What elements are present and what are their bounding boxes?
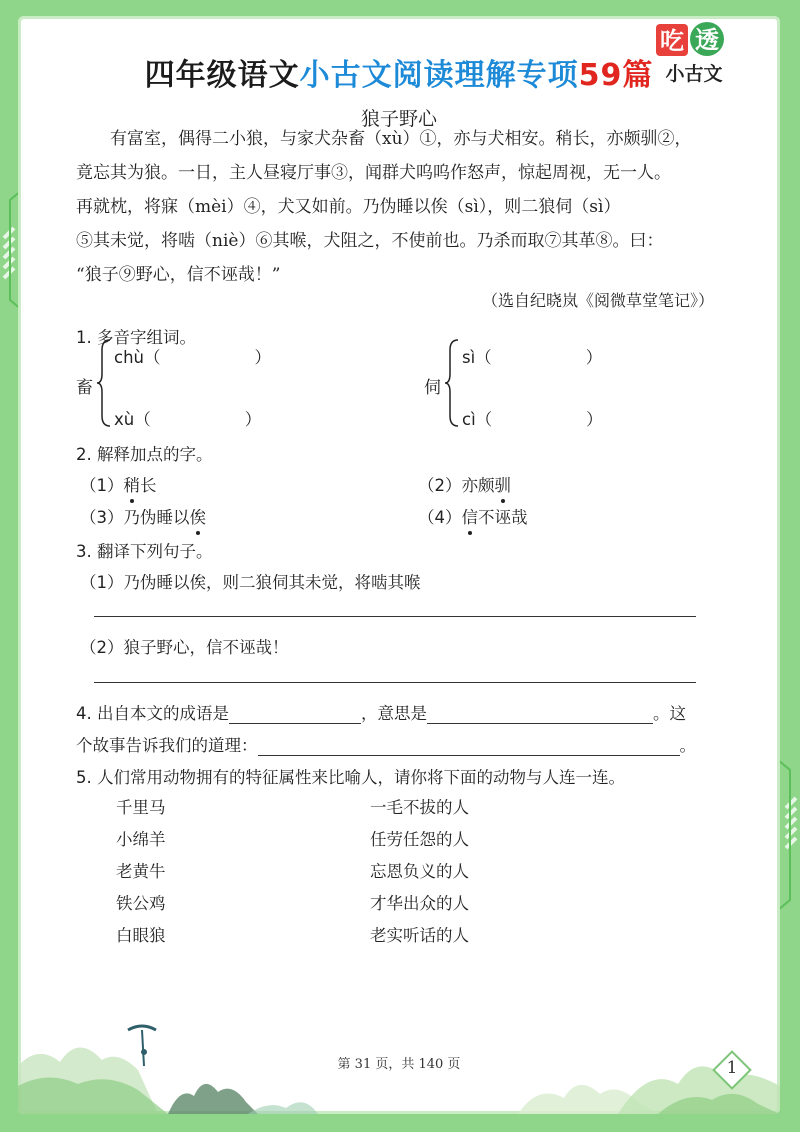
question-4-line-1: 4. 出自本文的成语是 ，意思是 。这 xyxy=(76,704,686,723)
dotted-char: 信 xyxy=(462,504,479,528)
brace-2 xyxy=(444,338,460,428)
q3-answer-line-2[interactable] xyxy=(94,682,696,683)
question-2-label: 2. 解释加点的字。 xyxy=(76,445,213,464)
question-3-label: 3. 翻译下列句子。 xyxy=(76,542,213,561)
page-number-badge xyxy=(710,1048,754,1092)
polyphone-1-reading-a: chù（ xyxy=(114,348,161,367)
animal-item[interactable]: 千里马 xyxy=(116,798,166,817)
q3-sentence-1: （1）乃伪睡以俟，则二狼伺其未觉，将啮其喉 xyxy=(80,573,421,592)
person-item[interactable]: 一毛不拔的人 xyxy=(370,798,469,817)
polyphone-2-reading-b: cì（ xyxy=(462,410,493,429)
animal-item[interactable]: 白眼狼 xyxy=(116,926,166,945)
idiom-answer-blank[interactable] xyxy=(229,705,361,724)
q2-item-4: （4）信不诬哉 xyxy=(418,504,528,528)
polyphone-char-1: 畜 xyxy=(76,378,93,398)
person-item[interactable]: 老实听话的人 xyxy=(370,926,469,945)
meaning-answer-blank[interactable] xyxy=(427,705,653,724)
question-1-label: 1. 多音字组词。 xyxy=(76,328,196,347)
page-title xyxy=(18,50,780,94)
q2-item-1: （1）稍长 xyxy=(80,472,157,496)
q3-sentence-2: （2）狼子野心，信不诬哉！ xyxy=(80,638,289,657)
dotted-char: 稍 xyxy=(124,472,141,496)
animal-item[interactable]: 铁公鸡 xyxy=(116,894,166,913)
polyphone-2-reading-a: sì（ xyxy=(462,348,492,367)
polyphone-1-answer-a[interactable]: ） xyxy=(254,348,271,367)
page-number: 1 xyxy=(726,1058,738,1078)
person-item[interactable]: 忘恩负义的人 xyxy=(370,862,469,881)
passage-line-4: ⑤其未觉，将啮（niè）⑥其喉，犬阻之，不使前也。乃杀而取⑦其革⑧。曰： xyxy=(76,231,664,251)
animal-item[interactable]: 老黄牛 xyxy=(116,862,166,881)
passage-title: 狼子野心 xyxy=(360,108,437,130)
passage-line-5: “狼子⑨野心，信不诬哉！” xyxy=(76,265,281,285)
polyphone-2-answer-b[interactable]: ） xyxy=(586,410,603,429)
dotted-char: 俟 xyxy=(190,504,207,528)
polyphone-1-reading-b: xù（ xyxy=(114,410,151,429)
lesson-answer-blank[interactable] xyxy=(258,737,680,756)
dotted-char: 驯 xyxy=(495,472,512,496)
brand-char-2: 透 xyxy=(695,26,719,54)
passage-line-2: 竟忘其为狼。一日，主人昼寝厅事③，闻群犬呜呜作怒声，惊起周视，无一人。 xyxy=(76,163,671,183)
person-item[interactable]: 任劳任怨的人 xyxy=(370,830,469,849)
question-5-label: 5. 人们常用动物拥有的特征属性来比喻人，请你将下面的动物与人连一连。 xyxy=(76,768,625,787)
passage-source: （选自纪晓岚《阅微草堂笔记》） xyxy=(481,291,714,310)
page-info: 第 31 页，共 140 页 xyxy=(337,1057,461,1072)
polyphone-2-answer-a[interactable]: ） xyxy=(585,348,603,367)
q2-item-3: （3）乃伪睡以俟 xyxy=(80,504,206,528)
polyphone-1-answer-b[interactable]: ） xyxy=(244,410,262,429)
person-item[interactable]: 才华出众的人 xyxy=(370,894,469,913)
title-topic: 小古文阅读理解专项 xyxy=(299,58,579,93)
worksheet-page xyxy=(18,16,780,1114)
q2-item-2: （2）亦颇驯 xyxy=(418,472,511,496)
title-grade: 四年级语文 xyxy=(144,58,300,93)
brace-1 xyxy=(96,338,112,428)
brand-char-1: 吃 xyxy=(660,27,684,55)
title-count: 59篇 xyxy=(578,58,654,93)
passage-line-1: 有富室，偶得二小狼，与家犬杂畜（xù）①，亦与犬相安。稍长，亦颇驯②， xyxy=(110,129,692,149)
brand-subtitle: 小古文 xyxy=(665,63,723,85)
polyphone-char-2: 伺 xyxy=(424,378,441,398)
mountain-landscape-decoration xyxy=(18,974,780,1114)
passage-line-3: 再就枕，将寐（mèi）④，犬又如前。乃伪睡以俟（sì），则二狼伺（sì） xyxy=(76,197,621,217)
q3-answer-line-1[interactable] xyxy=(94,616,696,617)
question-4-line-2: 个故事告诉我们的道理： 。 xyxy=(76,736,696,755)
animal-item[interactable]: 小绵羊 xyxy=(116,830,166,849)
